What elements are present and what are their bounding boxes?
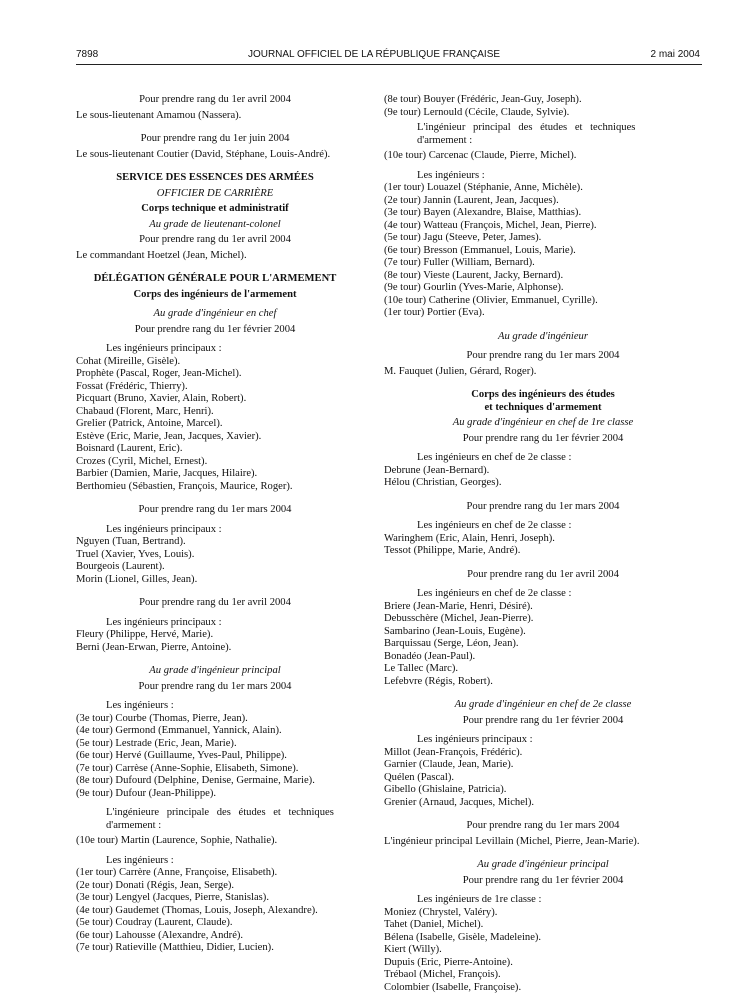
appointee-line: Le sous-lieutenant Coutier (David, Stéphane, Louis-André). <box>76 149 354 162</box>
rank-date-line: Pour prendre rang du 1er février 2004 <box>384 715 702 728</box>
name-entry: (8e tour) Dufourd (Delphine, Denise, Germaine, Marie). <box>76 775 354 788</box>
grade-heading: Au grade d'ingénieur principal <box>76 665 354 678</box>
name-entry: Sambarino (Jean-Louis, Eugène). <box>384 626 702 639</box>
name-entry: Millot (Jean-François, Frédéric). <box>384 747 702 760</box>
name-entry: (9e tour) Gourlin (Yves-Marie, Alphonse). <box>384 282 702 295</box>
name-entry: Cohat (Mireille, Gisèle). <box>76 356 354 369</box>
corps-heading: Corps des ingénieurs de l'armement <box>76 289 354 302</box>
name-entry: Berni (Jean-Erwan, Pierre, Antoine). <box>76 642 354 655</box>
rank-date-line: Pour prendre rang du 1er avril 2004 <box>76 94 354 107</box>
name-entry: (4e tour) Watteau (François, Michel, Jean, Pierre). <box>384 220 702 233</box>
name-entry: Barbier (Damien, Marie, Jacques, Hilaire). <box>76 468 354 481</box>
name-entry: (3e tour) Courbe (Thomas, Pierre, Jean). <box>76 713 354 726</box>
name-entry: Tessot (Philippe, Marie, André). <box>384 545 702 558</box>
appointee-line: L'ingénieur principal Levillain (Michel, Pierre, Jean-Marie). <box>384 836 702 849</box>
name-entry: (10e tour) Martin (Laurence, Sophie, Nathalie). <box>76 835 354 848</box>
name-entry: (3e tour) Lengyel (Jacques, Pierre, Stanislas). <box>76 892 354 905</box>
list-intro: Les ingénieurs : <box>384 170 702 183</box>
name-entry: Le Tallec (Marc). <box>384 663 702 676</box>
issue-date: 2 mai 2004 <box>651 49 700 61</box>
name-entry: Nguyen (Tuan, Bertrand). <box>76 536 354 549</box>
name-entry: Grelier (Patrick, Antoine, Marcel). <box>76 418 354 431</box>
name-entry: Moniez (Chrystel, Valéry). <box>384 907 702 920</box>
grade-heading: Au grade d'ingénieur principal <box>384 859 702 872</box>
left-column <box>76 94 354 955</box>
rank-date-line: Pour prendre rang du 1er avril 2004 <box>384 569 702 582</box>
name-entry: Berthomieu (Sébastien, François, Maurice, Roger). <box>76 481 354 494</box>
name-entry: (5e tour) Lestrade (Eric, Jean, Marie). <box>76 738 354 751</box>
name-entry: (1er tour) Carrère (Anne, Françoise, Elisabeth). <box>76 867 354 880</box>
name-entry: Truel (Xavier, Yves, Louis). <box>76 549 354 562</box>
list-intro: d'armement : <box>384 135 702 148</box>
section-heading: DÉLÉGATION GÉNÉRALE POUR L'ARMEMENT <box>76 273 354 286</box>
name-entry: Dupuis (Eric, Pierre-Antoine). <box>384 957 702 970</box>
name-entry: Fleury (Philippe, Hervé, Marie). <box>76 629 354 642</box>
rank-date-line: Pour prendre rang du 1er juin 2004 <box>76 133 354 146</box>
rank-date-line: Pour prendre rang du 1er mars 2004 <box>384 820 702 833</box>
name-entry: (7e tour) Carrèse (Anne-Sophie, Elisabeth, Simone). <box>76 763 354 776</box>
name-entry: Lefebvre (Régis, Robert). <box>384 676 702 689</box>
page-number: 7898 <box>76 49 98 61</box>
list-intro: d'armement : <box>76 820 354 833</box>
rank-date-line: Pour prendre rang du 1er février 2004 <box>384 433 702 446</box>
name-entry: (6e tour) Hervé (Guillaume, Yves-Paul, Philippe). <box>76 750 354 763</box>
corps-heading: Corps des ingénieurs des études <box>384 389 702 402</box>
journal-title: JOURNAL OFFICIEL DE LA RÉPUBLIQUE FRANÇAISE <box>0 49 748 61</box>
name-entry: (4e tour) Gaudemet (Thomas, Louis, Joseph, Alexandre). <box>76 905 354 918</box>
name-entry: (1er tour) Louazel (Stéphanie, Anne, Michèle). <box>384 182 702 195</box>
rank-date-line: Pour prendre rang du 1er avril 2004 <box>76 597 354 610</box>
name-entry: (10e tour) Catherine (Olivier, Emmanuel, Cyrille). <box>384 295 702 308</box>
list-intro: L'ingénieur principal des études et techniques <box>384 122 702 135</box>
name-entry: Debusschère (Michel, Jean-Pierre). <box>384 613 702 626</box>
rank-date-line: Pour prendre rang du 1er février 2004 <box>76 324 354 337</box>
rank-date-line: Pour prendre rang du 1er avril 2004 <box>76 234 354 247</box>
name-entry: Bourgeois (Laurent). <box>76 561 354 574</box>
grade-heading: Au grade de lieutenant-colonel <box>76 219 354 232</box>
name-entry: (6e tour) Bresson (Emmanuel, Louis, Marie). <box>384 245 702 258</box>
name-entry: Colombier (Isabelle, Françoise). <box>384 982 702 994</box>
name-entry: Garnier (Claude, Jean, Marie). <box>384 759 702 772</box>
name-entry: Hélou (Christian, Georges). <box>384 477 702 490</box>
name-entry: (3e tour) Bayen (Alexandre, Blaise, Matthias). <box>384 207 702 220</box>
name-entry: (5e tour) Jagu (Steeve, Peter, James). <box>384 232 702 245</box>
name-entry: Morin (Lionel, Gilles, Jean). <box>76 574 354 587</box>
list-intro: Les ingénieurs : <box>76 855 354 868</box>
list-intro: Les ingénieurs principaux : <box>76 617 354 630</box>
name-entry: (8e tour) Bouyer (Frédéric, Jean-Guy, Joseph). <box>384 94 702 107</box>
name-entry: (6e tour) Lahousse (Alexandre, André). <box>76 930 354 943</box>
section-heading: SERVICE DES ESSENCES DES ARMÉES <box>76 172 354 185</box>
name-entry: Briere (Jean-Marie, Henri, Désiré). <box>384 601 702 614</box>
name-entry: Grenier (Arnaud, Jacques, Michel). <box>384 797 702 810</box>
name-entry: Crozes (Cyril, Michel, Ernest). <box>76 456 354 469</box>
list-intro: Les ingénieurs principaux : <box>76 524 354 537</box>
name-entry: Kiert (Willy). <box>384 944 702 957</box>
name-entry: Bonadéo (Jean-Paul). <box>384 651 702 664</box>
name-entry: (9e tour) Lernould (Cécile, Claude, Sylvie). <box>384 107 702 120</box>
name-entry: Waringhem (Eric, Alain, Henri, Joseph). <box>384 533 702 546</box>
grade-heading: Au grade d'ingénieur en chef <box>76 308 354 321</box>
rank-date-line: Pour prendre rang du 1er mars 2004 <box>384 350 702 363</box>
name-entry: (4e tour) Germond (Emmanuel, Yannick, Alain). <box>76 725 354 738</box>
name-entry: Prophète (Pascal, Roger, Jean-Michel). <box>76 368 354 381</box>
name-entry: (8e tour) Vieste (Laurent, Jacky, Bernard). <box>384 270 702 283</box>
name-entry: (1er tour) Portier (Eva). <box>384 307 702 320</box>
corps-heading: Corps technique et administratif <box>76 203 354 216</box>
list-intro: Les ingénieurs en chef de 2e classe : <box>384 520 702 533</box>
name-entry: Quélen (Pascal). <box>384 772 702 785</box>
corps-heading: et techniques d'armement <box>384 402 702 415</box>
list-intro: Les ingénieurs principaux : <box>384 734 702 747</box>
name-entry: Gibello (Ghislaine, Patricia). <box>384 784 702 797</box>
grade-heading: Au grade d'ingénieur en chef de 1re classe <box>384 417 702 430</box>
rank-date-line: Pour prendre rang du 1er mars 2004 <box>76 504 354 517</box>
list-intro: Les ingénieurs : <box>76 700 354 713</box>
name-entry: (5e tour) Coudray (Laurent, Claude). <box>76 917 354 930</box>
name-entry: Estève (Eric, Marie, Jean, Jacques, Xavier). <box>76 431 354 444</box>
list-intro: Les ingénieurs principaux : <box>76 343 354 356</box>
name-entry: Picquart (Bruno, Xavier, Alain, Robert). <box>76 393 354 406</box>
appointee-line: Le commandant Hoetzel (Jean, Michel). <box>76 250 354 263</box>
name-entry: Bélena (Isabelle, Gisèle, Madeleine). <box>384 932 702 945</box>
right-column <box>384 94 702 994</box>
list-intro: Les ingénieurs de 1re classe : <box>384 894 702 907</box>
name-entry: (7e tour) Fuller (William, Bernard). <box>384 257 702 270</box>
name-entry: Barquissau (Serge, Léon, Jean). <box>384 638 702 651</box>
rank-date-line: Pour prendre rang du 1er mars 2004 <box>384 501 702 514</box>
name-entry: (9e tour) Dufour (Jean-Philippe). <box>76 788 354 801</box>
appointee-line: Le sous-lieutenant Amamou (Nassera). <box>76 110 354 123</box>
name-entry: Chabaud (Florent, Marc, Henri). <box>76 406 354 419</box>
name-entry: Boisnard (Laurent, Eric). <box>76 443 354 456</box>
rank-date-line: Pour prendre rang du 1er mars 2004 <box>76 681 354 694</box>
grade-heading: Au grade d'ingénieur en chef de 2e classe <box>384 699 702 712</box>
list-intro: Les ingénieurs en chef de 2e classe : <box>384 588 702 601</box>
name-entry: (2e tour) Jannin (Laurent, Jean, Jacques). <box>384 195 702 208</box>
list-intro: Les ingénieurs en chef de 2e classe : <box>384 452 702 465</box>
grade-heading: Au grade d'ingénieur <box>384 331 702 344</box>
name-entry: Debrune (Jean-Bernard). <box>384 465 702 478</box>
list-intro: L'ingénieure principale des études et techniques <box>76 807 354 820</box>
rank-date-line: Pour prendre rang du 1er février 2004 <box>384 875 702 888</box>
name-entry: (10e tour) Carcenac (Claude, Pierre, Michel). <box>384 150 702 163</box>
name-entry: (2e tour) Donati (Régis, Jean, Serge). <box>76 880 354 893</box>
appointee-line: M. Fauquet (Julien, Gérard, Roger). <box>384 366 702 379</box>
name-entry: (7e tour) Ratieville (Matthieu, Didier, Lucien). <box>76 942 354 955</box>
name-entry: Tahet (Daniel, Michel). <box>384 919 702 932</box>
subsection-heading: OFFICIER DE CARRIÈRE <box>76 188 354 201</box>
header-rule <box>76 64 702 65</box>
name-entry: Fossat (Frédéric, Thierry). <box>76 381 354 394</box>
name-entry: Trébaol (Michel, François). <box>384 969 702 982</box>
